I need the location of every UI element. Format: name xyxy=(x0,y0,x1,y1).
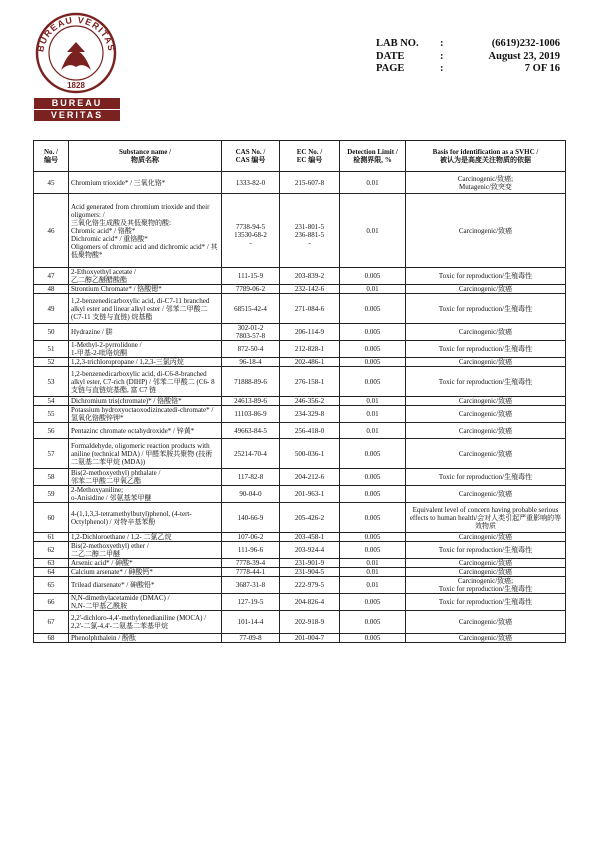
brand-word-veritas: VERITAS xyxy=(34,110,120,121)
cell-no: 67 xyxy=(34,611,69,634)
cell-detection-limit: 0.005 xyxy=(340,268,406,285)
cell-basis: Toxic for reproduction/生殖毒性 xyxy=(406,594,566,611)
cell-cas-no: 111-15-9 xyxy=(222,268,280,285)
table-row xyxy=(34,397,566,406)
cell-detection-limit: 0.005 xyxy=(340,611,406,634)
cell-substance-name: Hydrazine / 肼 xyxy=(69,324,222,341)
cell-no: 49 xyxy=(34,294,69,324)
cell-basis: Toxic for reproduction/生殖毒性 xyxy=(406,542,566,559)
cell-basis: Carcinogenic/致癌 xyxy=(406,533,566,542)
cell-detection-limit: 0.005 xyxy=(340,594,406,611)
colon: : xyxy=(440,50,444,62)
cell-cas-no: 117-82-8 xyxy=(222,469,280,486)
table-row xyxy=(34,634,566,643)
cell-substance-name: 2-Ethoxyethyl acetate / 乙二醇乙醚醋酸酯 xyxy=(69,268,222,285)
cell-no: 68 xyxy=(34,634,69,643)
table-row xyxy=(34,486,566,503)
cell-no: 45 xyxy=(34,172,69,194)
cell-basis: Toxic for reproduction/生殖毒性 xyxy=(406,469,566,486)
col-basis-header: Basis for identification as a SVHC / 被认为是高度关注物质的依据 xyxy=(406,141,566,172)
svhc-table xyxy=(33,140,566,643)
cell-cas-no: 101-14-4 xyxy=(222,611,280,634)
cell-basis: Carcinogenic/致癌 xyxy=(406,324,566,341)
date-row xyxy=(376,51,560,64)
cell-no: 48 xyxy=(34,285,69,294)
lab-no-value: (6619)232-1006 xyxy=(491,38,560,49)
cell-ec-no: 231-801-5 236-881-5 - xyxy=(280,194,340,268)
cell-basis: Carcinogenic/致癌 xyxy=(406,406,566,423)
cell-substance-name: Phenolphthalein / 酚酞 xyxy=(69,634,222,643)
cell-no: 59 xyxy=(34,486,69,503)
cell-detection-limit: 0.01 xyxy=(340,559,406,568)
cell-ec-no: 206-114-9 xyxy=(280,324,340,341)
cell-basis: Carcinogenic/致癌; Toxic for reproduction/生殖毒性 xyxy=(406,577,566,594)
date-label: DATE xyxy=(376,50,405,62)
cell-cas-no: 7778-39-4 xyxy=(222,559,280,568)
cell-substance-name: Bis(2-methoxyethyl) ether / 二乙二醇二甲醚 xyxy=(69,542,222,559)
table-row xyxy=(34,268,566,285)
cell-basis: Carcinogenic/致癌 xyxy=(406,439,566,469)
table-row xyxy=(34,194,566,268)
cell-basis: Carcinogenic/致癌 xyxy=(406,194,566,268)
date-value: August 23, 2019 xyxy=(488,50,560,62)
cell-substance-name: 2-Methoxyaniline; o-Anisidine / 邻氨基苯甲醚 xyxy=(69,486,222,503)
cell-cas-no: 107-06-2 xyxy=(222,533,280,542)
table-row xyxy=(34,594,566,611)
cell-detection-limit: 0.005 xyxy=(340,367,406,397)
cell-basis: Equivalent level of concern having probable serious effects to human health/会对人类引起严重影响的等效物质 xyxy=(406,503,566,533)
table-row xyxy=(34,439,566,469)
cell-basis: Carcinogenic/致癌 xyxy=(406,397,566,406)
cell-no: 50 xyxy=(34,324,69,341)
cell-basis: Carcinogenic/致癌 xyxy=(406,568,566,577)
cell-detection-limit: 0.005 xyxy=(340,634,406,643)
colon: : xyxy=(440,63,444,74)
table-row xyxy=(34,285,566,294)
col-no-header: No. / 编号 xyxy=(34,141,69,172)
cell-cas-no: 77-09-8 xyxy=(222,634,280,643)
cell-cas-no: 25214-70-4 xyxy=(222,439,280,469)
cell-detection-limit: 0.005 xyxy=(340,439,406,469)
cell-substance-name: 1-Methyl-2-pyrrolidone / 1-甲基-2-吡咯烷酮 xyxy=(69,341,222,358)
veritas-seal-icon xyxy=(31,12,121,94)
cell-cas-no: 68515-42-4 xyxy=(222,294,280,324)
cell-detection-limit: 0.005 xyxy=(340,533,406,542)
cell-detection-limit: 0.005 xyxy=(340,542,406,559)
table-row xyxy=(34,423,566,439)
cell-ec-no: 204-212-6 xyxy=(280,469,340,486)
cell-basis: Carcinogenic/致癌 xyxy=(406,611,566,634)
cell-no: 60 xyxy=(34,503,69,533)
cell-basis: Carcinogenic/致癌; Mutagenic/致突变 xyxy=(406,172,566,194)
cell-cas-no: 7778-44-1 xyxy=(222,568,280,577)
table-row xyxy=(34,172,566,194)
cell-ec-no: 246-356-2 xyxy=(280,397,340,406)
cell-ec-no: 201-004-7 xyxy=(280,634,340,643)
cell-cas-no: 127-19-5 xyxy=(222,594,280,611)
cell-cas-no: 71888-89-6 xyxy=(222,367,280,397)
table-row xyxy=(34,367,566,397)
cell-ec-no: 232-142-6 xyxy=(280,285,340,294)
table-row xyxy=(34,533,566,542)
cell-basis: Carcinogenic/致癌 xyxy=(406,634,566,643)
table-row xyxy=(34,406,566,423)
cell-substance-name: Pentazinc chromate octahydroxide* / 锌黄* xyxy=(69,423,222,439)
cell-substance-name: N,N-dimethylacetamide (DMAC) / N,N-二甲基乙酰胺 xyxy=(69,594,222,611)
cell-no: 54 xyxy=(34,397,69,406)
table-row xyxy=(34,542,566,559)
cell-cas-no: 111-96-6 xyxy=(222,542,280,559)
cell-no: 53 xyxy=(34,367,69,397)
cell-ec-no: 212-828-1 xyxy=(280,341,340,358)
cell-no: 66 xyxy=(34,594,69,611)
cell-detection-limit: 0.005 xyxy=(340,294,406,324)
cell-ec-no: 202-486-1 xyxy=(280,358,340,367)
cell-no: 65 xyxy=(34,577,69,594)
cell-cas-no: 11103-86-9 xyxy=(222,406,280,423)
cell-basis: Carcinogenic/致癌 xyxy=(406,358,566,367)
cell-no: 51 xyxy=(34,341,69,358)
cell-cas-no: 3687-31-8 xyxy=(222,577,280,594)
cell-ec-no: 234-329-8 xyxy=(280,406,340,423)
table-row xyxy=(34,294,566,324)
cell-cas-no: 24613-89-6 xyxy=(222,397,280,406)
cell-ec-no: 202-918-9 xyxy=(280,611,340,634)
cell-detection-limit: 0.01 xyxy=(340,397,406,406)
cell-detection-limit: 0.01 xyxy=(340,423,406,439)
table-row xyxy=(34,611,566,634)
cell-cas-no: 7789-06-2 xyxy=(222,285,280,294)
cell-substance-name: Bis(2-methoxyethyl) phthalate / 邻苯二甲酸二甲氧乙酯 xyxy=(69,469,222,486)
cell-detection-limit: 0.005 xyxy=(340,341,406,358)
cell-substance-name: Chromium trioxide* / 三氧化铬* xyxy=(69,172,222,194)
table-row xyxy=(34,324,566,341)
cell-cas-no: 7738-94-5 13530-68-2 - xyxy=(222,194,280,268)
cell-ec-no: 203-458-1 xyxy=(280,533,340,542)
cell-detection-limit: 0.01 xyxy=(340,406,406,423)
lab-no-label: LAB NO. xyxy=(376,38,419,49)
cell-basis: Carcinogenic/致癌 xyxy=(406,559,566,568)
cell-detection-limit: 0.01 xyxy=(340,172,406,194)
page-label: PAGE xyxy=(376,63,405,74)
cell-basis: Carcinogenic/致癌 xyxy=(406,285,566,294)
cell-substance-name: Trilead diarsenate* / 砷酸铅* xyxy=(69,577,222,594)
cell-no: 61 xyxy=(34,533,69,542)
cell-detection-limit: 0.005 xyxy=(340,324,406,341)
seal-ring-text: BUREAU VERITAS xyxy=(35,14,117,53)
cell-detection-limit: 0.005 xyxy=(340,469,406,486)
lab-no-row xyxy=(376,38,560,51)
cell-no: 55 xyxy=(34,406,69,423)
cell-substance-name: 1,2-Dichloroethane / 1,2- 二氯乙烷 xyxy=(69,533,222,542)
table-row xyxy=(34,577,566,594)
col-ec-header: EC No. / EC 编号 xyxy=(280,141,340,172)
cell-no: 56 xyxy=(34,423,69,439)
cell-no: 63 xyxy=(34,559,69,568)
cell-detection-limit: 0.005 xyxy=(340,358,406,367)
cell-basis: Toxic for reproduction/生殖毒性 xyxy=(406,341,566,358)
cell-cas-no: 1333-82-0 xyxy=(222,172,280,194)
cell-cas-no: 90-04-0 xyxy=(222,486,280,503)
cell-ec-no: 205-426-2 xyxy=(280,503,340,533)
cell-detection-limit: 0.01 xyxy=(340,577,406,594)
cell-detection-limit: 0.01 xyxy=(340,285,406,294)
cell-substance-name: 2,2'-dichloro-4,4'-methylenedianiline (MOCA) / 2,2'-二氯-4,4'-二氨基二苯基甲烷 xyxy=(69,611,222,634)
cell-ec-no: 500-036-1 xyxy=(280,439,340,469)
cell-cas-no: 96-18-4 xyxy=(222,358,280,367)
cell-no: 52 xyxy=(34,358,69,367)
cell-basis: Carcinogenic/致癌 xyxy=(406,423,566,439)
cell-substance-name: 4-(1,1,3,3-tetramethylbutyl)phenol, (4-tert-Octylphenol) / 对特辛基苯酚 xyxy=(69,503,222,533)
cell-cas-no: 49663-84-5 xyxy=(222,423,280,439)
cell-ec-no: 203-839-2 xyxy=(280,268,340,285)
cell-cas-no: 872-50-4 xyxy=(222,341,280,358)
cell-detection-limit: 0.005 xyxy=(340,503,406,533)
cell-cas-no: 140-66-9 xyxy=(222,503,280,533)
cell-substance-name: 1,2-benzenedicarboxylic acid, di-C6-8-branched alkyl ester, C7-rich (DIHP) / 邻苯二甲酸二 (C6- 8 支链与直链烷基酯, 富 C7 链 xyxy=(69,367,222,397)
page-row xyxy=(376,63,560,76)
cell-ec-no: 201-963-1 xyxy=(280,486,340,503)
cell-basis: Toxic for reproduction/生殖毒性 xyxy=(406,294,566,324)
report-header xyxy=(376,38,560,76)
table-row xyxy=(34,341,566,358)
table-row xyxy=(34,503,566,533)
table-row xyxy=(34,559,566,568)
table-row xyxy=(34,358,566,367)
cell-no: 57 xyxy=(34,439,69,469)
cell-ec-no: 231-904-5 xyxy=(280,568,340,577)
cell-substance-name: Potassium hydroxyoctaoxodizincatedi-chromate* / 氢氧化铬酸锌钾* xyxy=(69,406,222,423)
col-name-header: Substance name / 物质名称 xyxy=(69,141,222,172)
cell-ec-no: 271-084-6 xyxy=(280,294,340,324)
col-limit-header: Detection Limit / 检测界限, % xyxy=(340,141,406,172)
cell-ec-no: 256-418-0 xyxy=(280,423,340,439)
cell-substance-name: Strontium Chromate* / 铬酸锶* xyxy=(69,285,222,294)
cell-ec-no: 203-924-4 xyxy=(280,542,340,559)
cell-ec-no: 222-979-5 xyxy=(280,577,340,594)
cell-substance-name: 1,2-benzenedicarboxylic acid, di-C7-11 branched alkyl ester and linear alkyl ester / 邻苯二甲酸二 (C7-11 支链与直链) 烷基酯 xyxy=(69,294,222,324)
cell-ec-no: 215-607-8 xyxy=(280,172,340,194)
cell-substance-name: Dichromium tris(chromate)* / 铬酸铬* xyxy=(69,397,222,406)
cell-substance-name: 1,2,3-trichloropropane / 1,2,3-三氯丙烷 xyxy=(69,358,222,367)
cell-ec-no: 231-901-9 xyxy=(280,559,340,568)
cell-basis: Toxic for reproduction/生殖毒性 xyxy=(406,367,566,397)
cell-basis: Toxic for reproduction/生殖毒性 xyxy=(406,268,566,285)
col-cas-header: CAS No. / CAS 编号 xyxy=(222,141,280,172)
cell-ec-no: 276-158-1 xyxy=(280,367,340,397)
cell-no: 46 xyxy=(34,194,69,268)
table-row xyxy=(34,568,566,577)
page-value: 7 OF 16 xyxy=(524,63,560,74)
cell-detection-limit: 0.01 xyxy=(340,194,406,268)
cell-no: 64 xyxy=(34,568,69,577)
cell-ec-no: 204-826-4 xyxy=(280,594,340,611)
cell-substance-name: Calcium arsenate* / 砷酸钙* xyxy=(69,568,222,577)
cell-cas-no: 302-01-2 7803-57-8 xyxy=(222,324,280,341)
cell-detection-limit: 0.005 xyxy=(340,486,406,503)
cell-substance-name: Acid generated from chromium trioxide and their oligomers: / 三氧化铬生成酸及其低聚物的酸: Chromic acid* / 铬酸* Dichromic acid* / 重铬酸* Oligomers of chromic acid and dichromic acid* / 其低聚物酸* xyxy=(69,194,222,268)
cell-basis: Carcinogenic/致癌 xyxy=(406,486,566,503)
table-header-row xyxy=(34,141,566,172)
cell-no: 58 xyxy=(34,469,69,486)
cell-substance-name: Arsenic acid* / 砷酸* xyxy=(69,559,222,568)
brand-word-bureau: BUREAU xyxy=(34,98,120,109)
cell-no: 62 xyxy=(34,542,69,559)
cell-substance-name: Formaldehyde, oligomeric reaction products with aniline (technical MDA) / 甲醛苯胺共聚物 (技術二氨基二苯甲烷 (MDA)) xyxy=(69,439,222,469)
seal-year: 1828 xyxy=(67,81,85,90)
colon: : xyxy=(440,38,444,49)
cell-no: 47 xyxy=(34,268,69,285)
cell-detection-limit: 0.01 xyxy=(340,568,406,577)
table-row xyxy=(34,469,566,486)
